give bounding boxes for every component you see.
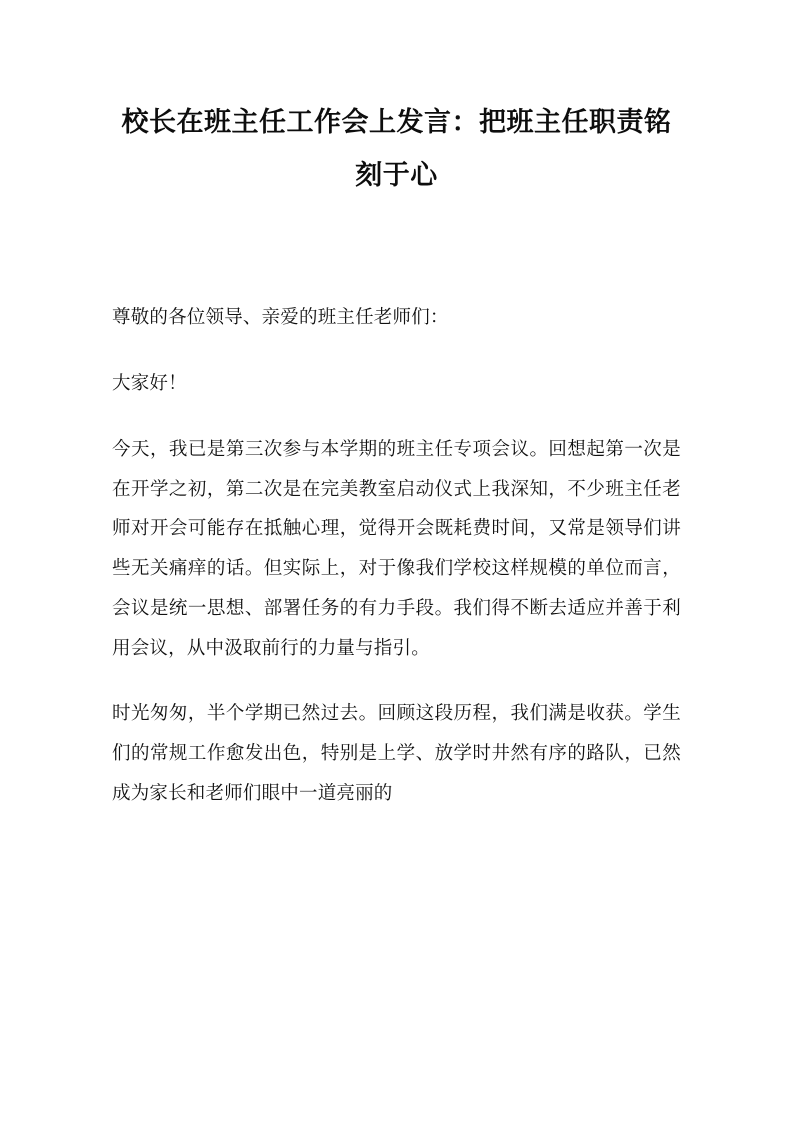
document-body [112,297,681,812]
title-body-spacer [112,201,681,297]
paragraph-salutation: 尊敬的各位领导、亲爱的班主任老师们： [112,306,449,328]
paragraph-body-2: 时光匆匆，半个学期已然过去。回顾这段历程，我们满是收获。学生们的常规工作愈发出色，特别是上学、放学时井然有序的路队，已然成为家长和老师们眼中一道亮丽的 [112,702,681,803]
paragraph-body-1: 今天，我已是第三次参与本学期的班主任专项会议。回想起第一次是在开学之初，第二次是在完美教室启动仪式上我深知，不少班主任老师对开会可能存在抵触心理，觉得开会既耗费时间，又常是领导们讲些无关痛痒的话。但实际上，对于像我们学校这样规模的单位而言，会议是统一思想、部署任务的有力手段。我们得不断去适应并善于利用会议，从中汲取前行的力量与指引。 [112,437,681,658]
paragraph-greeting: 大家好！ [112,372,187,394]
page-title: 校长在班主任工作会上发言：把班主任职责铭刻于心 [121,107,672,190]
